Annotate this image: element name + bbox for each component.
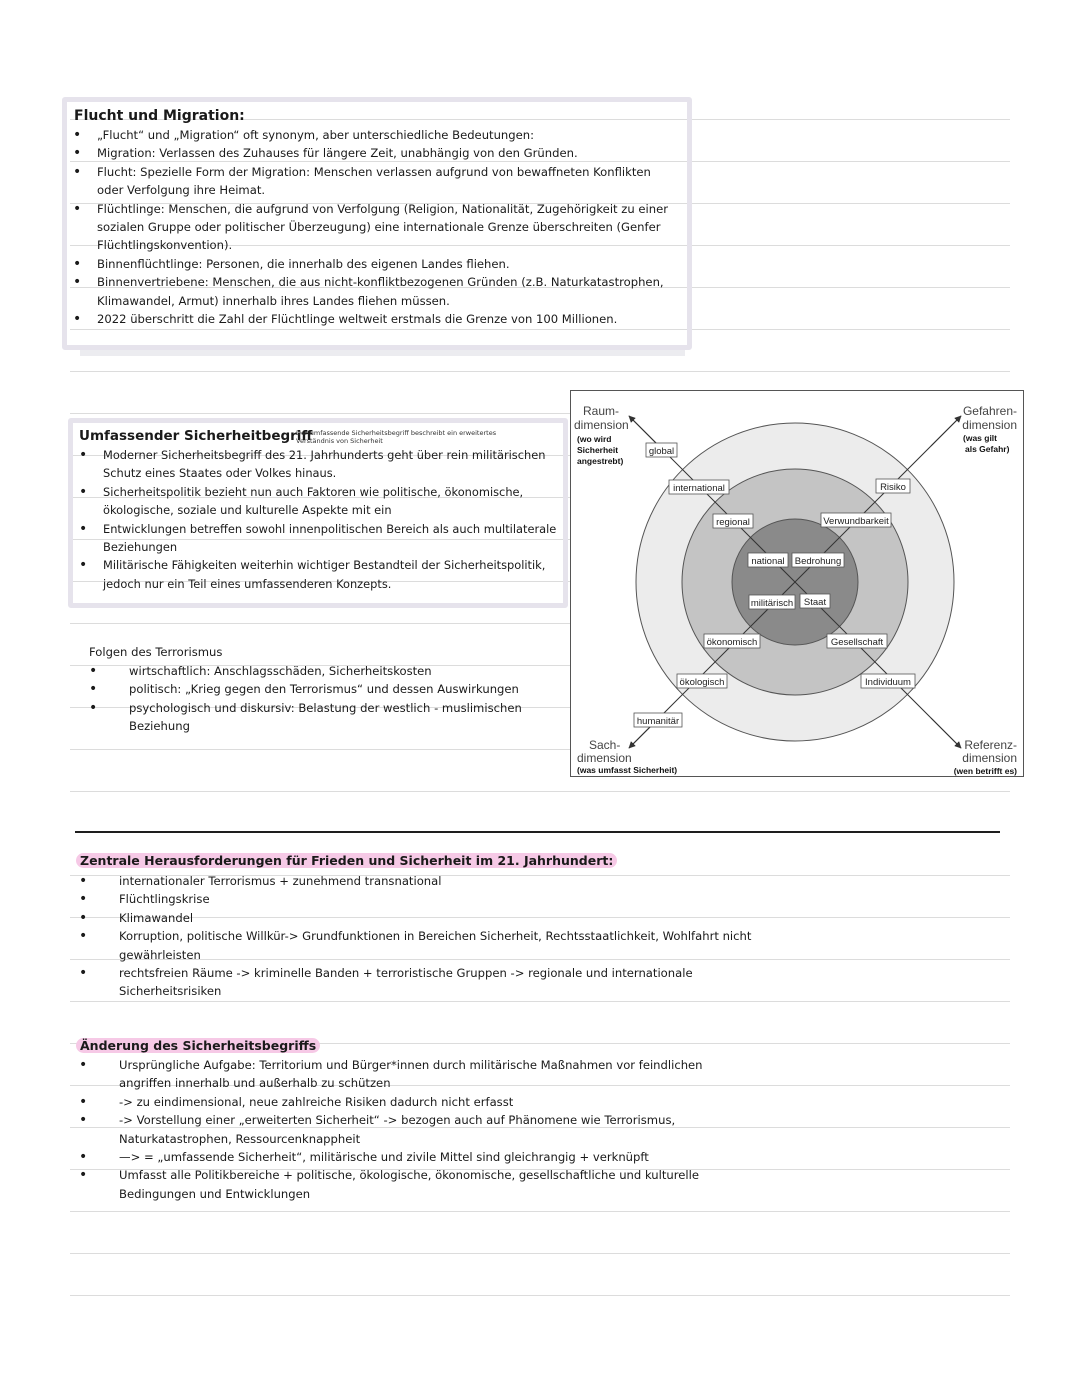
label-staat <box>800 594 830 608</box>
raum-note: (wo wird <box>577 434 612 444</box>
flucht-box-shadow <box>80 350 685 356</box>
list-item: • Binnenflüchtlinge: Personen, die innerhalb des eigenen Landes fliehen. <box>73 255 510 272</box>
list-item: • Flucht: Spezielle Form der Migration: Menschen verlassen aufgrund von bewaffneten Konflikten oder Verfolgung ihre Heimat. <box>73 163 651 198</box>
svg-text:international: international <box>673 483 725 494</box>
svg-text:Risiko: Risiko <box>880 482 906 493</box>
svg-text:Verwundbarkeit: Verwundbarkeit <box>823 516 889 527</box>
label-humanitaer <box>634 713 682 727</box>
list-item: • -> zu eindimensional, neue zahlreiche Risiken dadurch nicht erfasst <box>79 1093 514 1110</box>
list-item: • Moderner Sicherheitsbegriff des 21. Jahrhunderts geht über rein militärischen Schutz eines Staates oder Volkes hinaus. <box>79 447 546 481</box>
label-militaerisch <box>749 595 795 609</box>
list-item: • Korruption, politische Willkür-> Grundfunktionen in Bereichen Sicherheit, Rechtsstaatlichkeit, Wohlfahrt nicht gewährleisten <box>79 928 752 962</box>
label-international <box>669 480 729 494</box>
list-item: • Ursprüngliche Aufgabe: Territorium und Bürger*innen durch militärische Maßnahmen vor feindlichen angriffen innerhalb und außerhalb zu schützen <box>79 1057 703 1091</box>
raum-note: Sicherheit <box>577 445 619 455</box>
svg-text:humanitär: humanitär <box>636 716 680 727</box>
terror-title: Folgen des Terrorismus <box>89 645 223 659</box>
security-dimensions-diagram <box>570 390 1024 777</box>
raum-label: dimension <box>574 418 629 432</box>
list-item: • Migration: Verlassen des Zuhauses für längere Zeit, unabhängig von den Gründen. <box>73 145 578 162</box>
list-item: • rechtsfreien Räume -> kriminelle Banden + terroristische Gruppen -> regionale und internationale Sicherheitsrisiken <box>79 965 693 999</box>
herausforderungen-list <box>79 872 759 1001</box>
list-item: • Entwicklungen betreffen sowohl innenpolitischen Bereich als auch multilaterale Beziehungen <box>79 520 557 555</box>
list-item: • Sicherheitspolitik bezieht nun auch Faktoren wie politische, ökonomische, ökologische, soziale und kulturelle Aspekte mit ein <box>79 483 524 518</box>
section-divider <box>75 831 1000 833</box>
flucht-list <box>73 126 672 328</box>
label-national <box>748 553 788 567</box>
sicherheit-list <box>79 446 565 593</box>
label-risiko <box>876 479 910 493</box>
svg-text:militärisch: militärisch <box>750 598 794 609</box>
svg-text:global: global <box>648 446 675 457</box>
sicherheit-title: Umfassender Sicherheitbegriff <box>79 428 313 444</box>
gefahren-note: (was gilt <box>963 433 998 443</box>
herausforderungen-title: Zentrale Herausforderungen für Frieden und Sicherheit im 21. Jahrhundert: <box>76 853 617 868</box>
diagram-svg <box>571 391 1023 776</box>
referenz-label: dimension <box>962 751 1017 765</box>
flucht-title: Flucht und Migration: <box>74 108 245 124</box>
aenderung-title: Änderung des Sicherheitsbegriffs <box>76 1038 320 1053</box>
label-gesellschaft <box>827 634 887 648</box>
sicherheit-side-note: Der umfassende Sicherheitsbegriff beschreibt ein erweitertes Verständnis von Sicherheit <box>296 429 497 445</box>
arrow-raum <box>629 416 659 446</box>
referenz-label: Referenz- <box>964 738 1017 752</box>
referenz-note: (wen betrifft es) <box>953 766 1017 776</box>
svg-text:Bedrohung: Bedrohung <box>794 556 842 567</box>
raum-label: Raum- <box>583 404 620 418</box>
list-item: • Umfasst alle Politikbereiche + politische, ökologische, ökonomische, gesellschaftliche und kulturelle Bedingungen und Entwicklungen <box>79 1167 699 1201</box>
list-item: • Binnenvertriebene: Menschen, die aus nicht-konfliktbezogenen Gründen (z.B. Naturkatastrophen, Klimawandel, Armut) innerhalb ihres Landes fliehen müssen. <box>73 274 664 308</box>
gefahren-note: als Gefahr) <box>965 444 1010 454</box>
arrow-gefahren <box>931 416 961 446</box>
list-item: • Flüchtlingskrise <box>79 891 210 908</box>
arrow-referenz <box>931 718 961 748</box>
svg-text:regional: regional <box>716 517 750 528</box>
list-item: • wirtschaftlich: Anschlagsschäden, Sicherheitskosten <box>89 663 432 679</box>
svg-text:Individuum: Individuum <box>865 677 911 688</box>
label-verwundbarkeit <box>821 513 891 527</box>
raum-note: angestrebt) <box>577 456 624 466</box>
list-item: • -> Vorstellung einer „erweiterten Sicherheit“ -> bezogen auch auf Phänomene wie Terrorismus, Naturkatastrophen, Ressourcenknappheit <box>79 1112 676 1146</box>
gefahren-label: Gefahren- <box>962 404 1017 418</box>
svg-text:ökologisch: ökologisch <box>679 677 725 688</box>
sach-label: Sach- <box>589 738 621 752</box>
list-item: • politisch: „Krieg gegen den Terrorismus“ und dessen Auswirkungen <box>89 681 519 698</box>
list-item: • psychologisch und diskursiv: Belastung der westlich - muslimischen Beziehung <box>89 699 522 734</box>
label-individuum <box>861 674 915 688</box>
label-oekologisch <box>677 674 727 688</box>
label-bedrohung <box>792 553 844 567</box>
terror-list <box>89 662 539 736</box>
svg-text:Gesellschaft: Gesellschaft <box>830 637 884 648</box>
list-item: • —> = „umfassende Sicherheit“, militärische und zivile Mittel sind gleichrangig + verknüpft <box>79 1149 649 1166</box>
svg-text:ökonomisch: ökonomisch <box>706 637 758 648</box>
list-item: • „Flucht“ und „Migration“ oft synonym, aber unterschiedliche Bedeutungen: <box>73 127 535 143</box>
sach-label: dimension <box>577 751 632 765</box>
sach-note: (was umfasst Sicherheit) <box>577 765 678 775</box>
label-oekonomisch <box>704 634 760 648</box>
aenderung-list <box>79 1056 749 1203</box>
list-item: • internationaler Terrorismus + zunehmend transnational <box>79 873 442 889</box>
svg-text:Staat: Staat <box>803 597 827 608</box>
list-item: • Militärische Fähigkeiten weiterhin wichtiger Bestandteil der Sicherheitspolitik, jedoch nur ein Teil eines umfassenderen Konzepts. <box>79 557 546 591</box>
svg-text:national: national <box>751 556 785 567</box>
label-global <box>646 443 677 457</box>
label-regional <box>713 514 753 528</box>
list-item: • Flüchtlinge: Menschen, die aufgrund von Verfolgung (Religion, Nationalität, Zugehörigkeit zu einer sozialen Gruppe oder politischer Überzeugung) eine internationale Grenze überschreiten (Genfer Flüchtlingskonvention). <box>73 200 668 253</box>
gefahren-label: dimension <box>962 418 1017 432</box>
list-item: • 2022 überschritt die Zahl der Flüchtlinge weltweit erstmals die Grenze von 100 Millionen. <box>73 311 618 328</box>
list-item: • Klimawandel <box>79 909 194 926</box>
